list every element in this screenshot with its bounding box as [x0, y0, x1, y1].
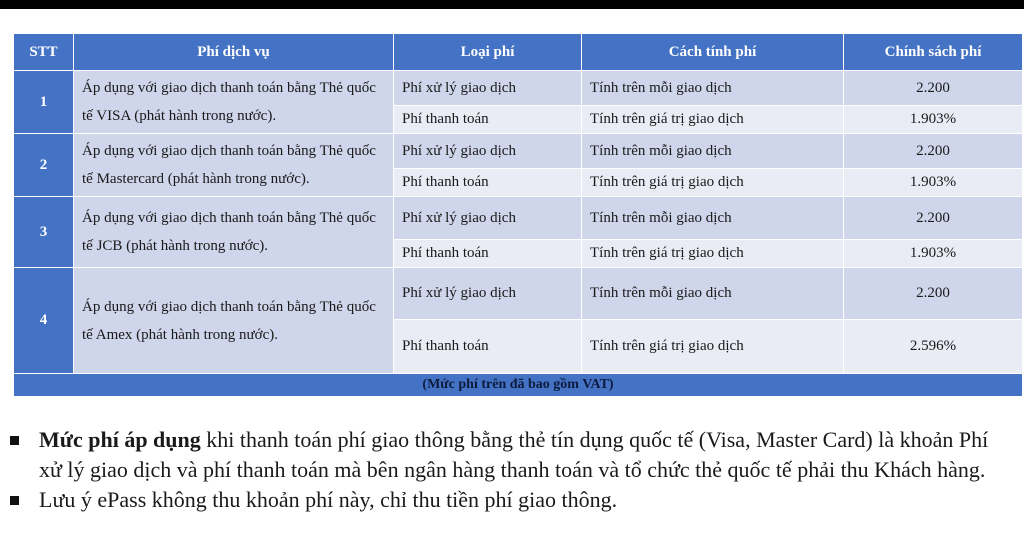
- service-description: Áp dụng với giao dịch thanh toán bằng Thẻ quốc tế JCB (phát hành trong nước).: [74, 197, 394, 268]
- fee-type: Phí thanh toán: [394, 169, 582, 197]
- fee-type: Phí xử lý giao dịch: [394, 71, 582, 106]
- square-bullet-icon: [10, 436, 19, 445]
- header-stt: STT: [14, 34, 74, 71]
- fee-method: Tính trên giá trị giao dịch: [582, 240, 844, 268]
- fee-policy: 1.903%: [844, 169, 1023, 197]
- vat-note: (Mức phí trên đã bao gồm VAT): [14, 374, 1023, 397]
- service-description: Áp dụng với giao dịch thanh toán bằng Thẻ quốc tế Mastercard (phát hành trong nước).: [74, 134, 394, 197]
- fee-method: Tính trên mỗi giao dịch: [582, 197, 844, 240]
- bullet-text: Lưu ý ePass không thu khoản phí này, chỉ thu tiền phí giao thông.: [39, 487, 618, 512]
- table-row: [14, 268, 1023, 320]
- square-bullet-icon: [10, 496, 19, 505]
- fee-table: [13, 33, 1023, 397]
- fee-method: Tính trên mỗi giao dịch: [582, 268, 844, 320]
- top-black-bar: [0, 0, 1024, 9]
- fee-policy: 2.596%: [844, 320, 1023, 374]
- fee-policy: 2.200: [844, 134, 1023, 169]
- row-number: 2: [14, 134, 74, 197]
- row-number: 1: [14, 71, 74, 134]
- fee-method: Tính trên giá trị giao dịch: [582, 169, 844, 197]
- table-row: [14, 134, 1023, 169]
- vat-note-row: [14, 374, 1023, 397]
- fee-method: Tính trên giá trị giao dịch: [582, 106, 844, 134]
- row-number: 4: [14, 268, 74, 374]
- list-item: [6, 485, 1016, 515]
- fee-policy: 1.903%: [844, 106, 1023, 134]
- list-item: [6, 425, 1016, 485]
- fee-method: Tính trên mỗi giao dịch: [582, 71, 844, 106]
- header-policy: Chính sách phí: [844, 34, 1023, 71]
- fee-policy: 2.200: [844, 197, 1023, 240]
- service-description: Áp dụng với giao dịch thanh toán bằng Thẻ quốc tế Amex (phát hành trong nước).: [74, 268, 394, 374]
- bullet-text: khi thanh toán phí giao thông bằng thẻ tín dụng quốc tế (Visa, Master Card) là khoản Phí xử lý giao dịch và phí thanh toán mà bên ngân hàng thanh toán và tổ chức thẻ quốc tế phải thu Khách hàng.: [39, 427, 989, 482]
- fee-type: Phí thanh toán: [394, 106, 582, 134]
- service-description: Áp dụng với giao dịch thanh toán bằng Thẻ quốc tế VISA (phát hành trong nước).: [74, 71, 394, 134]
- table-header-row: [14, 34, 1023, 71]
- fee-policy: 2.200: [844, 71, 1023, 106]
- fee-type: Phí xử lý giao dịch: [394, 134, 582, 169]
- fee-method: Tính trên mỗi giao dịch: [582, 134, 844, 169]
- header-service: Phí dịch vụ: [74, 34, 394, 71]
- fee-type: Phí thanh toán: [394, 240, 582, 268]
- table-row: [14, 197, 1023, 240]
- table-row: [14, 71, 1023, 106]
- notes-list: [6, 425, 1016, 515]
- fee-type: Phí thanh toán: [394, 320, 582, 374]
- header-fee-type: Loại phí: [394, 34, 582, 71]
- row-number: 3: [14, 197, 74, 268]
- fee-method: Tính trên giá trị giao dịch: [582, 320, 844, 374]
- bullet-bold-text: Mức phí áp dụng: [39, 427, 201, 452]
- fee-type: Phí xử lý giao dịch: [394, 268, 582, 320]
- fee-policy: 1.903%: [844, 240, 1023, 268]
- header-method: Cách tính phí: [582, 34, 844, 71]
- fee-type: Phí xử lý giao dịch: [394, 197, 582, 240]
- fee-policy: 2.200: [844, 268, 1023, 320]
